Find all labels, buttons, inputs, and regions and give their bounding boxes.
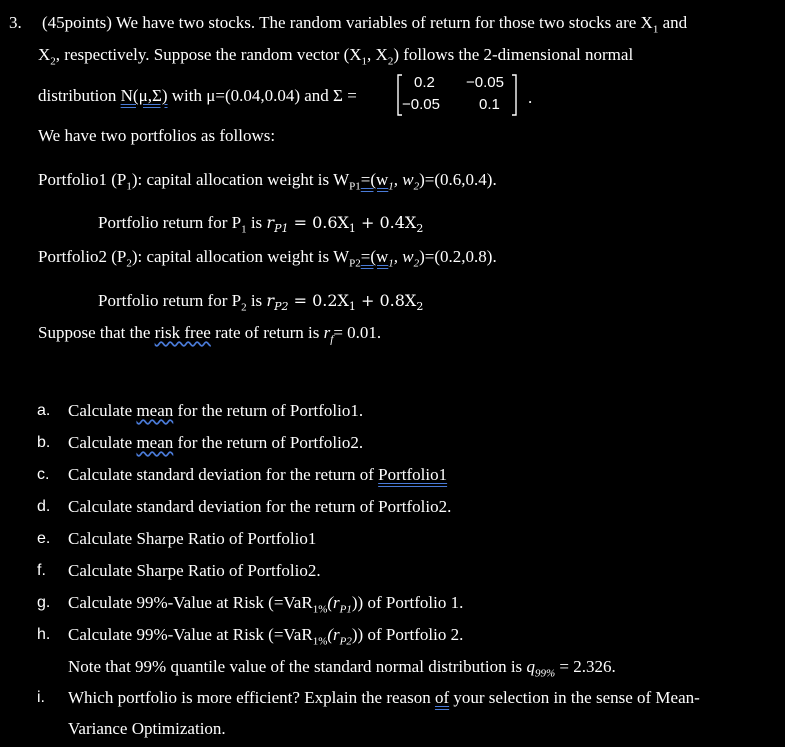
- intro-line-2: $X_2$, respectively. Suppose the random vector ($X_1$, $X_2$) follows the 2-dimensional normal: [38, 45, 634, 68]
- portfolio1-return: Portfolio return for $P_1$ is $r_{P1} = 0.6X_1 + 0.4X_2$: [98, 213, 424, 236]
- item-letter: d.: [37, 498, 51, 515]
- portfolio1-weights: Portfolio1 $(P_1)$: capital allocation weight is $W_{P1}=(w_1$, $w_2)=(0.6,0.4)$.: [38, 170, 497, 193]
- points-label: (45points): [42, 13, 112, 32]
- item-letter: i.: [37, 689, 45, 706]
- portfolio2-weights: Portfolio2 $(P_2)$: capital allocation weight is $W_{P2}=(w_1$, $w_2)=(0.2,0.8)$.: [38, 247, 497, 270]
- portfolios-intro: We have two portfolios as follows:: [38, 126, 276, 145]
- item-letter: f.: [37, 562, 46, 579]
- matrix-cell-21: −0.05: [402, 96, 440, 113]
- item-letter: h.: [37, 626, 51, 643]
- item-letter: e.: [37, 530, 51, 547]
- portfolio2-return: Portfolio return for $P_2$ is $r_{P2} = 0.2X_1 + 0.8X_2$: [98, 291, 424, 314]
- intro-line-3: distribution N(μ,Σ) with μ=(0.04,0.04) and Σ =: [38, 86, 357, 105]
- distribution-notation: N(μ,Σ): [120, 86, 168, 105]
- matrix-cell-11: 0.2: [414, 74, 435, 91]
- matrix-cell-12: −0.05: [466, 74, 504, 91]
- item-letter: c.: [37, 466, 50, 483]
- riskfree-term: risk free: [154, 323, 211, 342]
- item-letter: a.: [37, 402, 51, 419]
- item-letter: b.: [37, 434, 51, 451]
- problem-number: 3.: [9, 13, 22, 32]
- item-letter: g.: [37, 594, 51, 611]
- portfolio1-formula: $r_{P1} = 0.6X_1 + 0.4X_2$: [266, 213, 424, 236]
- covariance-matrix: [392, 72, 522, 118]
- riskfree-rate: Suppose that the risk free rate of return is $r_f= 0.01$.: [38, 323, 382, 346]
- matrix-period: .: [528, 88, 533, 107]
- matrix-cell-22: 0.1: [479, 96, 500, 113]
- quantile-note: Note that 99% quantile value of the standard normal distribution is $q_{99\%} = 2.326$.: [68, 657, 616, 680]
- portfolio2-formula: $r_{P2} = 0.2X_1 + 0.8X_2$: [266, 291, 424, 314]
- intro-line-1: (45points) We have two stocks. The random variables of return for those two stocks are $X_1$ and: [42, 13, 688, 36]
